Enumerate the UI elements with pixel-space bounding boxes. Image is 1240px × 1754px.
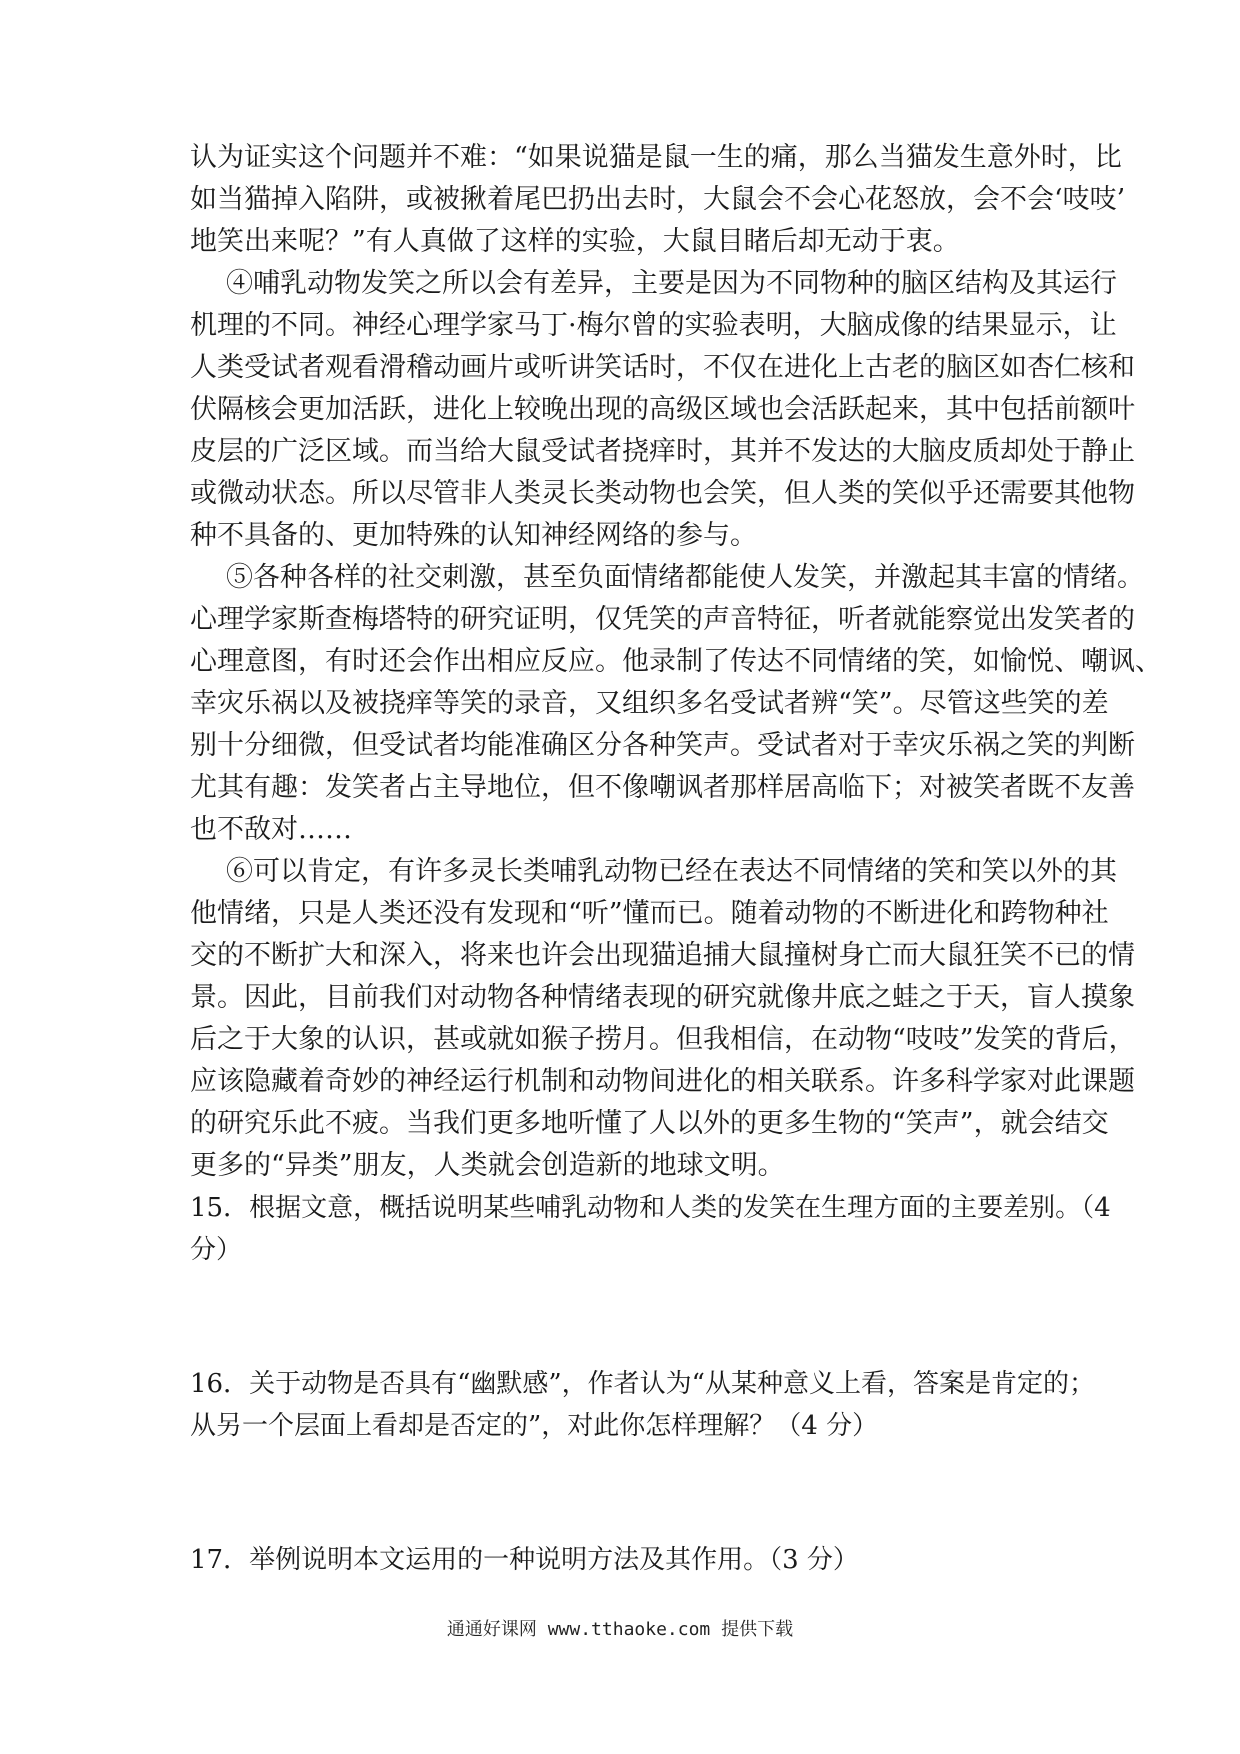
text-line: 也不敌对……	[190, 814, 352, 845]
text-line: 交的不断扩大和深入，将来也许会出现猫追捕大鼠撞树身亡而大鼠狂笑不已的情	[190, 940, 1135, 971]
text-line: 的研究乐此不疲。当我们更多地听懂了人以外的更多生物的“笑声”，就会结交	[190, 1108, 1109, 1139]
text-line: 皮层的广泛区域。而当给大鼠受试者挠痒时，其并不发达的大脑皮质却处于静止	[190, 436, 1135, 467]
text-line: 后之于大象的认识，甚或就如猴子捞月。但我相信，在动物“吱吱”发笑的背后，	[190, 1024, 1136, 1055]
text-line: 心理学家斯查梅塔特的研究证明，仅凭笑的声音特征，听者就能察觉出发笑者的	[190, 604, 1135, 635]
text-line: 机理的不同。神经心理学家马丁·梅尔曾的实验表明，大脑成像的结果显示，让	[190, 310, 1117, 341]
text-line: 或微动状态。所以尽管非人类灵长类动物也会笑，但人类的笑似乎还需要其他物	[190, 478, 1135, 509]
text-line: 幸灾乐祸以及被挠痒等笑的录音，又组织多名受试者辨“笑”。尽管这些笑的差	[190, 688, 1109, 719]
text-line: ④哺乳动物发笑之所以会有差异，主要是因为不同物种的脑区结构及其运行	[226, 268, 1117, 299]
text-line: 别十分细微，但受试者均能准确区分各种笑声。受试者对于幸灾乐祸之笑的判断	[190, 730, 1135, 761]
text-line: 伏隔核会更加活跃，进化上较晚出现的高级区域也会活跃起来，其中包括前额叶	[190, 394, 1135, 425]
text-line: ⑥可以肯定，有许多灵长类哺乳动物已经在表达不同情绪的笑和笑以外的其	[226, 856, 1117, 887]
text-line: 心理意图，有时还会作出相应反应。他录制了传达不同情绪的笑，如愉悦、嘲讽、	[190, 646, 1162, 677]
text-line: 更多的“异类”朋友，人类就会创造新的地球文明。	[190, 1150, 785, 1181]
text-line: 种不具备的、更加特殊的认知神经网络的参与。	[190, 520, 757, 551]
question-line: 17．举例说明本文运用的一种说明方法及其作用。（3 分）	[190, 1545, 859, 1575]
text-line: 景。因此，目前我们对动物各种情绪表现的研究就像井底之蛙之于天，盲人摸象	[190, 982, 1135, 1013]
question-line: 16．关于动物是否具有“幽默感”，作者认为“从某种意义上看，答案是肯定的；	[190, 1369, 1095, 1399]
page-footer: 通通好课网 www.tthaoke.com 提供下载	[446, 1619, 794, 1640]
text-line: ⑤各种各样的社交刺激，甚至负面情绪都能使人发笑，并激起其丰富的情绪。	[226, 562, 1144, 593]
text-line: 人类受试者观看滑稽动画片或听讲笑话时，不仅在进化上古老的脑区如杏仁核和	[190, 352, 1135, 383]
question-line: 分）	[190, 1235, 243, 1265]
question-line: 从另一个层面上看却是否定的”，对此你怎样理解？（4 分）	[190, 1411, 879, 1441]
question-line: 15．根据文意，概括说明某些哺乳动物和人类的发笑在生理方面的主要差别。（4	[190, 1193, 1111, 1223]
text-line: 如当猫掉入陷阱，或被揪着尾巴扔出去时，大鼠会不会心花怒放，会不会‘吱吱’	[190, 184, 1126, 215]
text-line: 尤其有趣：发笑者占主导地位，但不像嘲讽者那样居高临下；对被笑者既不友善	[190, 772, 1135, 803]
text-line: 认为证实这个问题并不难：“如果说猫是鼠一生的痛，那么当猫发生意外时，比	[190, 142, 1122, 173]
text-line: 应该隐藏着奇妙的神经运行机制和动物间进化的相关联系。许多科学家对此课题	[190, 1066, 1135, 1097]
text-line: 他情绪，只是人类还没有发现和“听”懂而已。随着动物的不断进化和跨物种社	[190, 898, 1109, 929]
text-line: 地笑出来呢？”有人真做了这样的实验，大鼠目睹后却无动于衷。	[190, 226, 960, 257]
